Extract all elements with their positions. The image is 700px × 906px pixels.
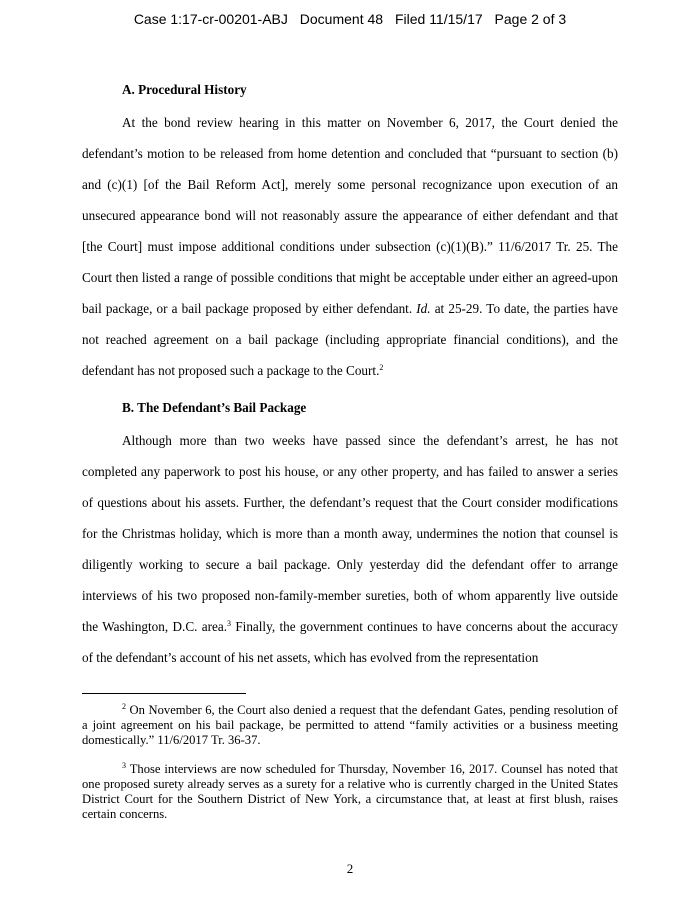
section-a-body xyxy=(82,107,618,386)
footnote-text: On November 6, the Court also denied a request that the defendant Gates, pending resolution of a joint agreement on his bail package, be permitted to attend “family activities or a business meeting domestically.” 11/6/2017 Tr. 36-37. xyxy=(82,703,618,747)
paragraph-text-continued: Finally, the government continues to have concerns about the accuracy of the defendant’s account of his net assets, which has evolved from the representation xyxy=(82,619,618,665)
section-b-body xyxy=(82,425,618,673)
paragraph-text: At the bond review hearing in this matter on November 6, 2017, the Court denied the defendant’s motion to be released from home detention and concluded that “pursuant to section (b) and (c)(1) [of the Bail Reform Act], merely some personal recognizance upon execution of an unsecured appearance bond will not reasonably assure the appearance of either defendant and that [the Court] must impose additional conditions under subsection (c)(1)(B).” 11/6/2017 Tr. 25. The Court then listed a range of possible conditions that might be acceptable under either an agreed-upon bail package, or a bail package proposed by either defendant. xyxy=(82,115,618,316)
footnote-ref-2[interactable]: 2 xyxy=(379,363,384,372)
page-number: 2 xyxy=(346,861,354,876)
footnote-text: Those interviews are now scheduled for Thursday, November 16, 2017. Counsel has noted that one proposed surety already serves as a surety for a relative who is currently charged in the United States District Court for the Southern District of New York, a circumstance that, at least at first blush, raises certain concerns. xyxy=(82,762,618,821)
footnote-number: 2 xyxy=(122,702,126,711)
filed-date: Filed 11/15/17 xyxy=(394,11,483,27)
ecf-header xyxy=(0,11,700,27)
paragraph-text-continued: at 25-29. To date, the parties have not reached agreement on a bail package (including appropriate financial conditions), and the defendant has not proposed such a package to the Court. xyxy=(82,301,618,378)
procedural-history-paragraph xyxy=(82,107,618,386)
section-b-heading: B. The Defendant’s Bail Package xyxy=(122,400,307,415)
footnote-number: 3 xyxy=(122,761,126,770)
id-citation: Id. xyxy=(416,301,431,316)
paragraph-text: Although more than two weeks have passed since the defendant’s arrest, he has not completed any paperwork to post his house, or any other property, and has failed to answer a series of questions about his assets. Further, the defendant’s request that the Court consider modifications for the Christmas holiday, which is more than a month away, undermines the notion that counsel is diligently working to secure a bail package. Only yesterday did the defendant offer to arrange interviews of his two proposed non-family-member sureties, both of whom apparently live outside the Washington, D.C. area. xyxy=(82,433,618,634)
page-count: Page 2 of 3 xyxy=(494,11,567,27)
document-number: Document 48 xyxy=(299,11,384,27)
footnote-2 xyxy=(82,703,618,748)
footnote-ref-3[interactable]: 3 xyxy=(227,619,231,628)
case-number: Case 1:17-cr-00201-ABJ xyxy=(133,11,288,27)
footnote-separator xyxy=(82,693,246,694)
section-a-heading: A. Procedural History xyxy=(122,82,247,97)
footnote-3 xyxy=(82,762,618,822)
bail-package-paragraph xyxy=(82,425,618,673)
